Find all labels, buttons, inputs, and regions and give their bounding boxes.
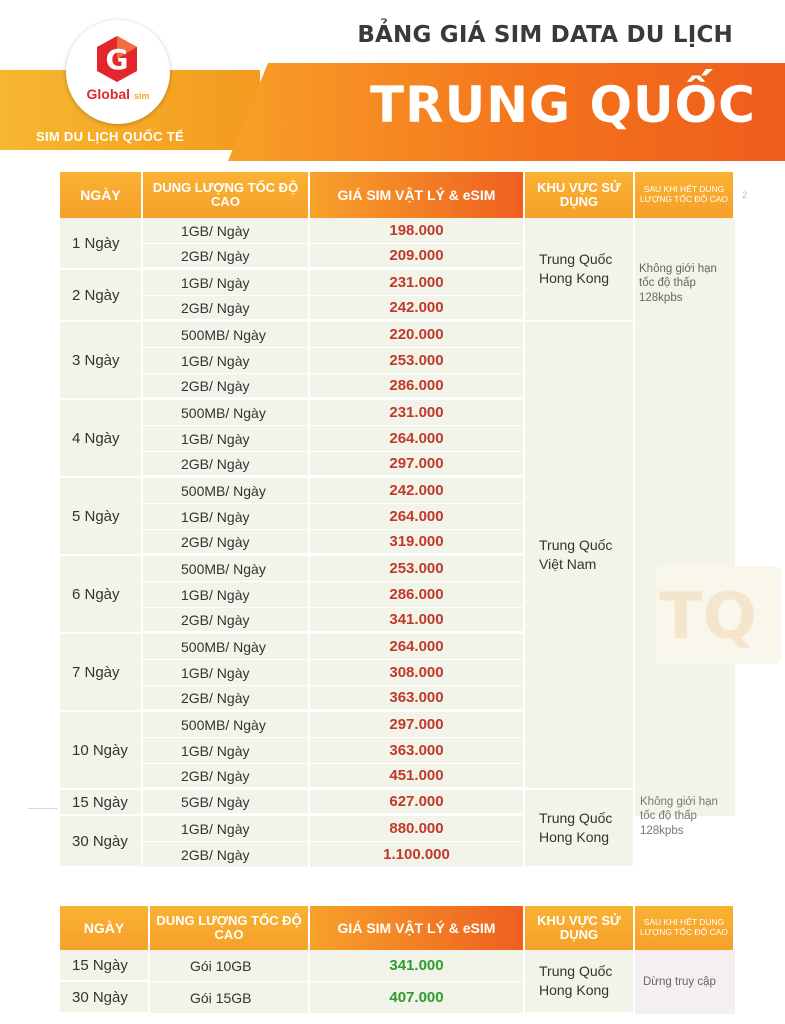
day-cell: 4 Ngày [60,400,143,478]
price-cell: 297.000 [310,712,525,738]
capacity-cell: 500MB/ Ngày [143,400,310,426]
capacity-cell: 5GB/ Ngày [143,790,310,816]
capacity-cell: 2GB/ Ngày [143,452,310,478]
divider [28,808,58,809]
capacity-cell: 2GB/ Ngày [143,686,310,712]
price-cell: 319.000 [310,530,525,556]
col-header-day: NGÀY [60,906,150,950]
price-cell: 341.000 [310,950,525,982]
col-header-area: KHU VỰC SỬ DỤNG [525,906,635,950]
brand-logo [66,20,170,124]
price-cell: 407.000 [310,982,525,1014]
price-cell: 363.000 [310,686,525,712]
day-cell: 15 Ngày [60,790,143,816]
price-cell: 209.000 [310,244,525,270]
day-cell: 10 Ngày [60,712,143,790]
col-header-price: GIÁ SIM VẬT LÝ & eSIM [310,906,525,950]
day-cell: 5 Ngày [60,478,143,556]
price-table-bulk [60,906,735,1014]
price-cell: 264.000 [310,634,525,660]
col-header-after: SAU KHI HẾT DUNG LƯỢNG TỐC ĐỘ CAO [635,172,735,218]
area-cell-cn-hk: Trung Quốc Hong Kong [525,218,635,322]
day-cell: 30 Ngày [60,982,150,1014]
capacity-cell: 1GB/ Ngày [143,426,310,452]
capacity-cell: Gói 10GB [150,950,310,982]
capacity-cell: 2GB/ Ngày [143,608,310,634]
capacity-cell: 2GB/ Ngày [143,244,310,270]
price-cell: 264.000 [310,426,525,452]
capacity-cell: 2GB/ Ngày [143,530,310,556]
capacity-cell: 500MB/ Ngày [143,634,310,660]
day-cell: 7 Ngày [60,634,143,712]
capacity-cell: 1GB/ Ngày [143,738,310,764]
day-cell: 6 Ngày [60,556,143,634]
area-cell-cn-hk: Trung Quốc Hong Kong [525,950,635,1014]
price-cell: 220.000 [310,322,525,348]
tagline: SIM DU LỊCH QUỐC TẾ [36,129,184,144]
price-cell: 231.000 [310,400,525,426]
col-header-capacity: DUNG LƯỢNG TỐC ĐỘ CAO [143,172,310,218]
logo-g-icon [93,34,141,84]
col-header-day: NGÀY [60,172,143,218]
capacity-cell: 2GB/ Ngày [143,764,310,790]
day-cell: 30 Ngày [60,816,143,868]
col-header-price: GIÁ SIM VẬT LÝ & eSIM [310,172,525,218]
day-cell: 3 Ngày [60,322,143,400]
capacity-cell: 2GB/ Ngày [143,374,310,400]
price-cell: 253.000 [310,348,525,374]
price-cell: 286.000 [310,374,525,400]
col-header-capacity: DUNG LƯỢNG TỐC ĐỘ CAO [150,906,310,950]
stray-mark: 2 [742,190,748,200]
area-cell-cn-vn: Trung Quốc Việt Nam [525,322,635,790]
price-cell: 627.000 [310,790,525,816]
price-cell: 253.000 [310,556,525,582]
capacity-cell: 1GB/ Ngày [143,218,310,244]
col-header-after: SAU KHI HẾT DUNG LƯỢNG TỐC ĐỘ CAO [635,906,735,950]
price-cell: 308.000 [310,660,525,686]
capacity-cell: 1GB/ Ngày [143,504,310,530]
capacity-cell: 2GB/ Ngày [143,842,310,868]
capacity-cell: Gói 15GB [150,982,310,1014]
col-header-area: KHU VỰC SỬ DỤNG [525,172,635,218]
logo-brand-text: Global sim [86,86,150,102]
price-cell: 242.000 [310,478,525,504]
capacity-cell: 500MB/ Ngày [143,322,310,348]
price-cell: 242.000 [310,296,525,322]
note-cell-stop: Dừng truy cập [635,950,735,1014]
price-cell: 363.000 [310,738,525,764]
area-cell-cn-hk: Trung Quốc Hong Kong [525,790,635,868]
price-cell: 451.000 [310,764,525,790]
note-cell-lower: Không giới hạn tốc độ thấp 128kpbs [640,796,718,837]
capacity-cell: 1GB/ Ngày [143,270,310,296]
page-subtitle: BẢNG GIÁ SIM DATA DU LỊCH [357,22,733,48]
capacity-cell: 1GB/ Ngày [143,660,310,686]
capacity-cell: 500MB/ Ngày [143,478,310,504]
price-cell: 198.000 [310,218,525,244]
note-cell: Không giới hạn tốc độ thấp 128kpbs [635,218,735,816]
day-cell: 15 Ngày [60,950,150,982]
day-cell: 2 Ngày [60,270,143,322]
price-cell: 1.100.000 [310,842,525,868]
price-cell: 341.000 [310,608,525,634]
capacity-cell: 1GB/ Ngày [143,582,310,608]
day-cell: 1 Ngày [60,218,143,270]
capacity-cell: 500MB/ Ngày [143,712,310,738]
capacity-cell: 500MB/ Ngày [143,556,310,582]
watermark-badge: TQ [655,566,781,664]
price-cell: 231.000 [310,270,525,296]
price-cell: 297.000 [310,452,525,478]
price-cell: 880.000 [310,816,525,842]
price-table-main [60,172,735,868]
svg-text:G: G [105,43,129,76]
capacity-cell: 2GB/ Ngày [143,296,310,322]
capacity-cell: 1GB/ Ngày [143,348,310,374]
price-cell: 286.000 [310,582,525,608]
capacity-cell: 1GB/ Ngày [143,816,310,842]
price-cell: 264.000 [310,504,525,530]
page-title: TRUNG QUỐC [370,76,756,134]
